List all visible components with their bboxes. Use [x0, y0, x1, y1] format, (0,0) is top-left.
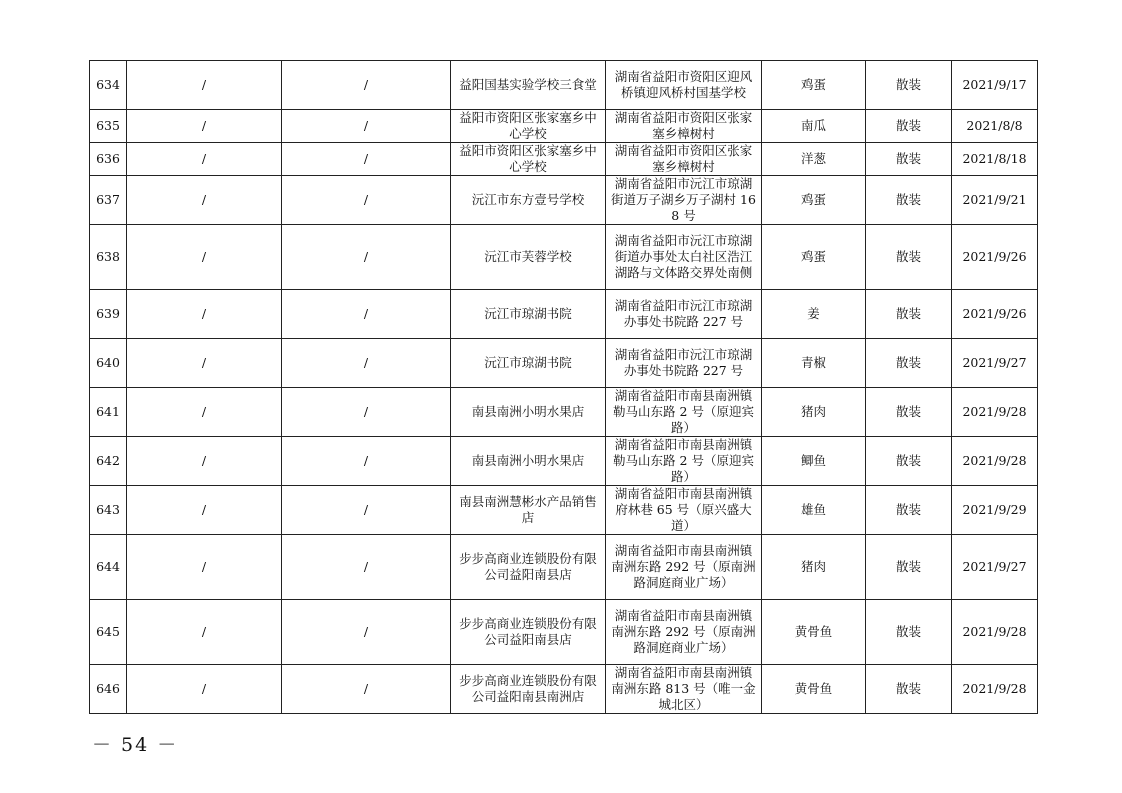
table-row	[90, 290, 1038, 339]
address-cell: 湖南省益阳市资阳区张家塞乡樟树村	[606, 110, 762, 143]
unit-name-cell: 南县南洲慧彬水产品销售店	[451, 486, 606, 535]
table-row	[90, 61, 1038, 110]
blank-cell: /	[127, 437, 282, 486]
product-cell: 姜	[762, 290, 866, 339]
unit-name-cell: 沅江市琼湖书院	[451, 290, 606, 339]
row-number-cell: 641	[90, 388, 127, 437]
package-cell: 散装	[866, 535, 952, 600]
blank-cell: /	[282, 388, 451, 437]
blank-cell: /	[127, 225, 282, 290]
row-number-cell: 646	[90, 665, 127, 714]
blank-cell: /	[282, 225, 451, 290]
row-number-cell: 639	[90, 290, 127, 339]
package-cell: 散装	[866, 339, 952, 388]
date-cell: 2021/8/18	[952, 143, 1038, 176]
row-number-cell: 636	[90, 143, 127, 176]
row-number-cell: 640	[90, 339, 127, 388]
package-cell: 散装	[866, 437, 952, 486]
sampling-table	[89, 60, 1038, 714]
address-cell: 湖南省益阳市资阳区张家塞乡樟树村	[606, 143, 762, 176]
row-number-cell: 635	[90, 110, 127, 143]
date-cell: 2021/9/29	[952, 486, 1038, 535]
blank-cell: /	[282, 437, 451, 486]
product-cell: 洋葱	[762, 143, 866, 176]
address-cell: 湖南省益阳市资阳区迎风桥镇迎风桥村国基学校	[606, 61, 762, 110]
date-cell: 2021/9/28	[952, 388, 1038, 437]
blank-cell: /	[127, 339, 282, 388]
product-cell: 鸡蛋	[762, 176, 866, 225]
blank-cell: /	[282, 665, 451, 714]
blank-cell: /	[282, 61, 451, 110]
date-cell: 2021/9/26	[952, 225, 1038, 290]
unit-name-cell: 南县南洲小明水果店	[451, 388, 606, 437]
unit-name-cell: 益阳国基实验学校三食堂	[451, 61, 606, 110]
row-number-cell: 634	[90, 61, 127, 110]
row-number-cell: 643	[90, 486, 127, 535]
page-number: － 54 －	[92, 734, 179, 756]
blank-cell: /	[127, 61, 282, 110]
product-cell: 雄鱼	[762, 486, 866, 535]
unit-name-cell: 沅江市东方壹号学校	[451, 176, 606, 225]
blank-cell: /	[127, 535, 282, 600]
product-cell: 鸡蛋	[762, 225, 866, 290]
address-cell: 湖南省益阳市沅江市琼湖办事处书院路 227 号	[606, 339, 762, 388]
blank-cell: /	[127, 176, 282, 225]
product-cell: 猪肉	[762, 388, 866, 437]
blank-cell: /	[127, 600, 282, 665]
address-cell: 湖南省益阳市南县南洲镇勒马山东路 2 号（原迎宾路）	[606, 437, 762, 486]
date-cell: 2021/9/27	[952, 535, 1038, 600]
package-cell: 散装	[866, 61, 952, 110]
row-number-cell: 645	[90, 600, 127, 665]
row-number-cell: 644	[90, 535, 127, 600]
package-cell: 散装	[866, 486, 952, 535]
package-cell: 散装	[866, 143, 952, 176]
package-cell: 散装	[866, 225, 952, 290]
unit-name-cell: 益阳市资阳区张家塞乡中心学校	[451, 110, 606, 143]
table-body	[90, 61, 1038, 714]
product-cell: 黄骨鱼	[762, 600, 866, 665]
blank-cell: /	[127, 665, 282, 714]
table-row	[90, 339, 1038, 388]
address-cell: 湖南省益阳市沅江市琼湖街道办事处太白社区浩江湖路与文体路交界处南侧	[606, 225, 762, 290]
unit-name-cell: 步步高商业连锁股份有限公司益阳南县店	[451, 535, 606, 600]
table-row	[90, 388, 1038, 437]
address-cell: 湖南省益阳市南县南洲镇南洲东路 292 号（原南洲路洞庭商业广场）	[606, 600, 762, 665]
date-cell: 2021/9/28	[952, 600, 1038, 665]
table-row	[90, 665, 1038, 714]
table-row	[90, 486, 1038, 535]
unit-name-cell: 沅江市琼湖书院	[451, 339, 606, 388]
date-cell: 2021/8/8	[952, 110, 1038, 143]
date-cell: 2021/9/28	[952, 437, 1038, 486]
address-cell: 湖南省益阳市南县南洲镇府林巷 65 号（原兴盛大道）	[606, 486, 762, 535]
table-row	[90, 437, 1038, 486]
address-cell: 湖南省益阳市沅江市琼湖办事处书院路 227 号	[606, 290, 762, 339]
table-row	[90, 225, 1038, 290]
blank-cell: /	[282, 290, 451, 339]
address-cell: 湖南省益阳市沅江市琼湖街道万子湖乡万子湖村 168 号	[606, 176, 762, 225]
unit-name-cell: 沅江市芙蓉学校	[451, 225, 606, 290]
table-row	[90, 176, 1038, 225]
package-cell: 散装	[866, 600, 952, 665]
blank-cell: /	[127, 388, 282, 437]
blank-cell: /	[282, 143, 451, 176]
package-cell: 散装	[866, 290, 952, 339]
table-row	[90, 600, 1038, 665]
date-cell: 2021/9/21	[952, 176, 1038, 225]
blank-cell: /	[282, 600, 451, 665]
table-row	[90, 143, 1038, 176]
product-cell: 鸡蛋	[762, 61, 866, 110]
product-cell: 南瓜	[762, 110, 866, 143]
unit-name-cell: 益阳市资阳区张家塞乡中心学校	[451, 143, 606, 176]
table-row	[90, 110, 1038, 143]
row-number-cell: 638	[90, 225, 127, 290]
package-cell: 散装	[866, 665, 952, 714]
address-cell: 湖南省益阳市南县南洲镇勒马山东路 2 号（原迎宾路）	[606, 388, 762, 437]
unit-name-cell: 南县南洲小明水果店	[451, 437, 606, 486]
date-cell: 2021/9/28	[952, 665, 1038, 714]
blank-cell: /	[282, 339, 451, 388]
blank-cell: /	[127, 486, 282, 535]
package-cell: 散装	[866, 388, 952, 437]
blank-cell: /	[127, 143, 282, 176]
blank-cell: /	[282, 535, 451, 600]
blank-cell: /	[282, 110, 451, 143]
product-cell: 猪肉	[762, 535, 866, 600]
unit-name-cell: 步步高商业连锁股份有限公司益阳南县店	[451, 600, 606, 665]
package-cell: 散装	[866, 176, 952, 225]
blank-cell: /	[127, 110, 282, 143]
date-cell: 2021/9/27	[952, 339, 1038, 388]
product-cell: 黄骨鱼	[762, 665, 866, 714]
blank-cell: /	[282, 486, 451, 535]
package-cell: 散装	[866, 110, 952, 143]
address-cell: 湖南省益阳市南县南洲镇南洲东路 292 号（原南洲路洞庭商业广场）	[606, 535, 762, 600]
blank-cell: /	[282, 176, 451, 225]
product-cell: 青椒	[762, 339, 866, 388]
row-number-cell: 637	[90, 176, 127, 225]
product-cell: 鲫鱼	[762, 437, 866, 486]
date-cell: 2021/9/17	[952, 61, 1038, 110]
row-number-cell: 642	[90, 437, 127, 486]
address-cell: 湖南省益阳市南县南洲镇南洲东路 813 号（唯一金城北区）	[606, 665, 762, 714]
table-row	[90, 535, 1038, 600]
date-cell: 2021/9/26	[952, 290, 1038, 339]
blank-cell: /	[127, 290, 282, 339]
unit-name-cell: 步步高商业连锁股份有限公司益阳南县南洲店	[451, 665, 606, 714]
